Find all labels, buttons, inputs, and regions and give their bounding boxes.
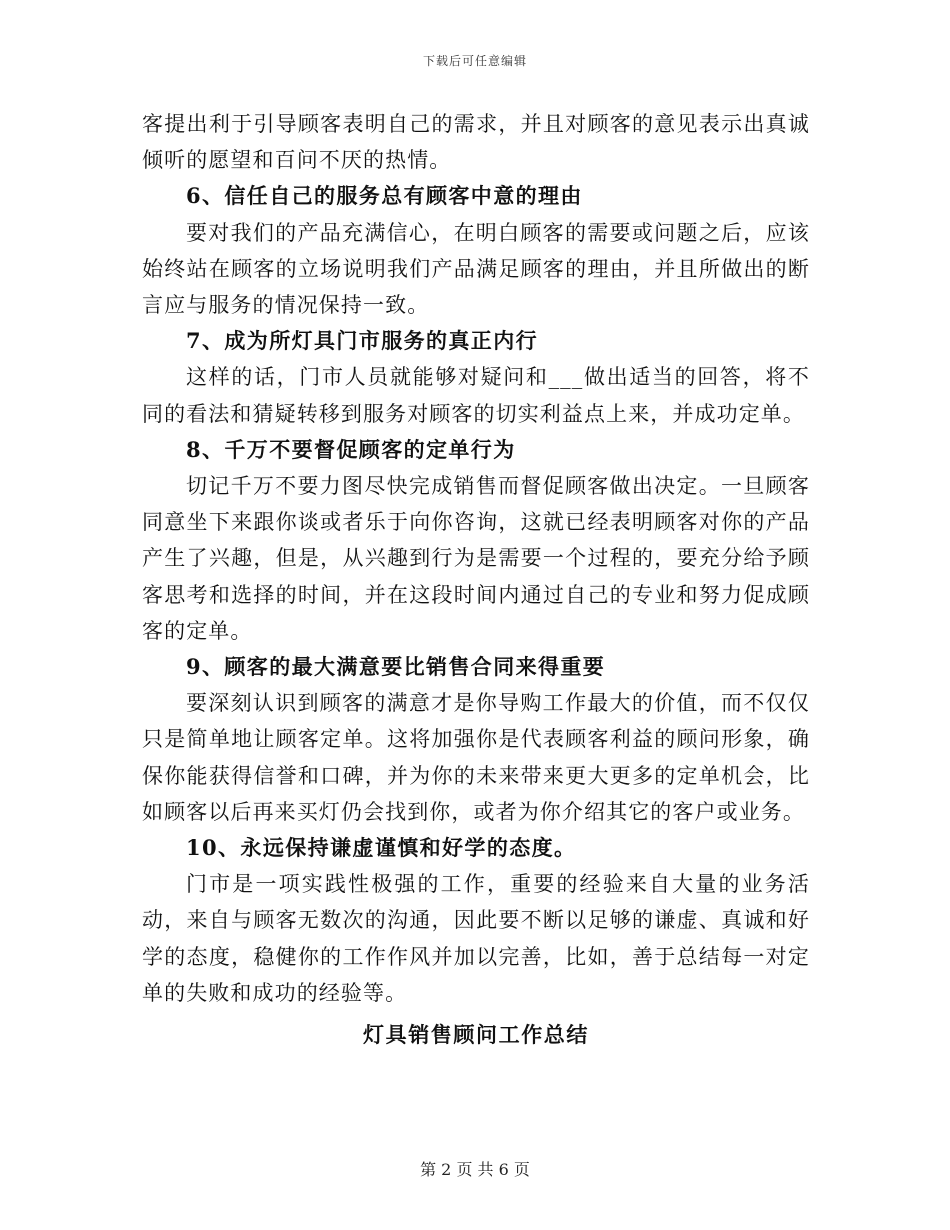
section-body-6: 要对我们的产品充满信心，在明白顾客的需要或问题之后，应该始终站在顾客的立场说明我们产品满足顾客的理由，并且所做出的断言应与服务的情况保持一致。: [142, 220, 810, 318]
section-body-9: 要深刻认识到顾客的满意才是你导购工作最大的价值，而不仅仅只是简单地让顾客定单。这将加强你是代表顾客利益的顾问形象，确保你能获得信誉和口碑，并为你的未来带来更大更多的定单机会，比如顾客以后再来买灯仍会找到你，或者为你介绍其它的客户或业务。: [142, 691, 810, 824]
section-heading-6: 6、信任自己的服务总有顾客中意的理由: [186, 183, 583, 209]
section-body-8: 切记千万不要力图尽快完成销售而督促顾客做出决定。一旦顾客同意坐下来跟你谈或者乐于向你咨询，这就已经表明顾客对你的产品产生了兴趣，但是，从兴趣到行为是需要一个过程的，要充分给予顾客思考和选择的时间，并在这段时间内通过自己的专业和努力促成顾客的定单。: [142, 474, 810, 643]
page-header: 下载后可任意编辑: [422, 54, 527, 68]
section-heading-10: 10、永远保持谦虚谨慎和好学的态度。: [186, 835, 577, 861]
intro-paragraph: 客提出利于引导顾客表明自己的需求，并且对顾客的意见表示出真诚倾听的愿望和百问不厌的热情。: [142, 112, 810, 173]
section-body-7: 这样的话，门市人员就能够对疑问和___做出适当的回答，将不同的看法和猜疑转移到服务对顾客的切实利益点上来，并成功定单。: [142, 365, 810, 426]
document-body: [142, 106, 810, 1053]
section-heading-7: 7、成为所灯具门市服务的真正内行: [186, 328, 539, 354]
section-body-10: 门市是一项实践性极强的工作，重要的经验来自大量的业务活动，来自与顾客无数次的沟通，因此要不断以足够的谦虚、真诚和好学的态度，稳健你的工作作风并加以完善，比如，善于总结每一对定单的失败和成功的经验等。: [142, 872, 810, 1005]
page-footer: 第 2 页 共 6 页: [420, 1160, 530, 1179]
section-heading-9: 9、顾客的最大满意要比销售合同来得重要: [186, 654, 606, 680]
next-document-title: 灯具销售顾问工作总结: [363, 1022, 589, 1048]
section-heading-8: 8、千万不要督促顾客的定单行为: [186, 436, 516, 462]
